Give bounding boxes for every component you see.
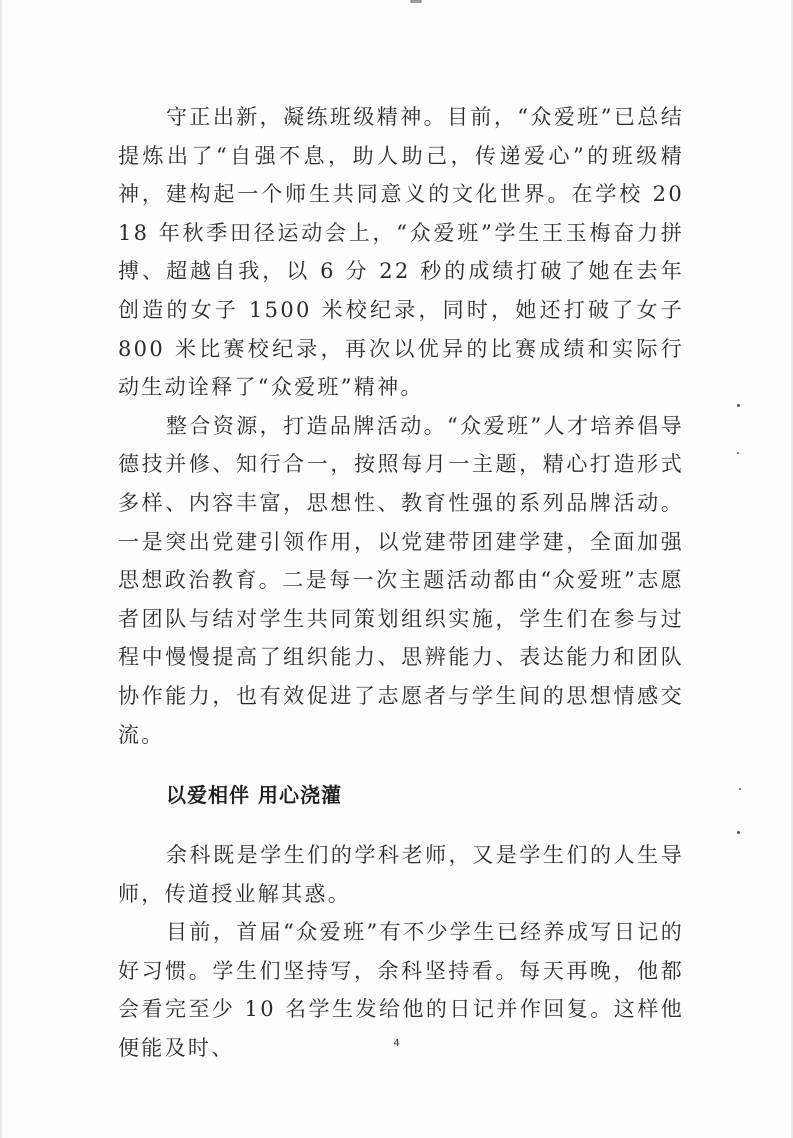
paragraph-diary: 目前，首届“众爱班”有不少学生已经养成写日记的好习惯。学生们坚持写，余科坚持看。每天再晚，他都会看完至少 10 名学生发给他的日记并作回复。这样他便能及时、 (118, 920, 684, 1061)
paragraph-class-spirit: 守正出新，凝练班级精神。目前，“众爱班”已总结提炼出了“自强不息，助人助己，传递爱心”的班级精神，建构起一个师生共同意义的文化世界。在学校 2018 年秋季田径运动会上，“众爱班”学生王玉梅奋力拼搏、超越自我，以 6 分 22 秒的成绩打破了她在去年创造的女子 1500 米校纪录，同时，她还打破了女子 800 米比赛校纪录，再次以优异的比赛成绩和实际行动生动诠释了“众爱班”精神。 (118, 105, 684, 400)
scan-speck (737, 404, 740, 407)
document-body (118, 98, 684, 1068)
scan-speck (737, 452, 739, 454)
scan-speck (737, 831, 740, 834)
paragraph-mentor: 余科既是学生们的学科老师，又是学生们的人生导师，传道授业解其惑。 (118, 843, 684, 906)
scan-edge-left (0, 0, 2, 1138)
scan-mark (410, 0, 422, 3)
paragraph-brand-activities: 整合资源，打造品牌活动。“众爱班”人才培养倡导德技并修、知行合一，按照每月一主题，精心打造形式多样、内容丰富，思想性、教育性强的系列品牌活动。一是突出党建引领作用，以党建带团建学建，全面加强思想政治教育。二是每一次主题活动都由“众爱班”志愿者团队与结对学生共同策划组织实施，学生们在参与过程中慢慢提高了组织能力、思辨能力、表达能力和团队协作能力，也有效促进了志愿者与学生间的思想情感交流。 (118, 413, 684, 747)
section-heading: 以爱相伴 用心浇灌 (166, 783, 342, 808)
scan-speck (739, 788, 741, 790)
page-number: 4 (393, 1038, 400, 1049)
